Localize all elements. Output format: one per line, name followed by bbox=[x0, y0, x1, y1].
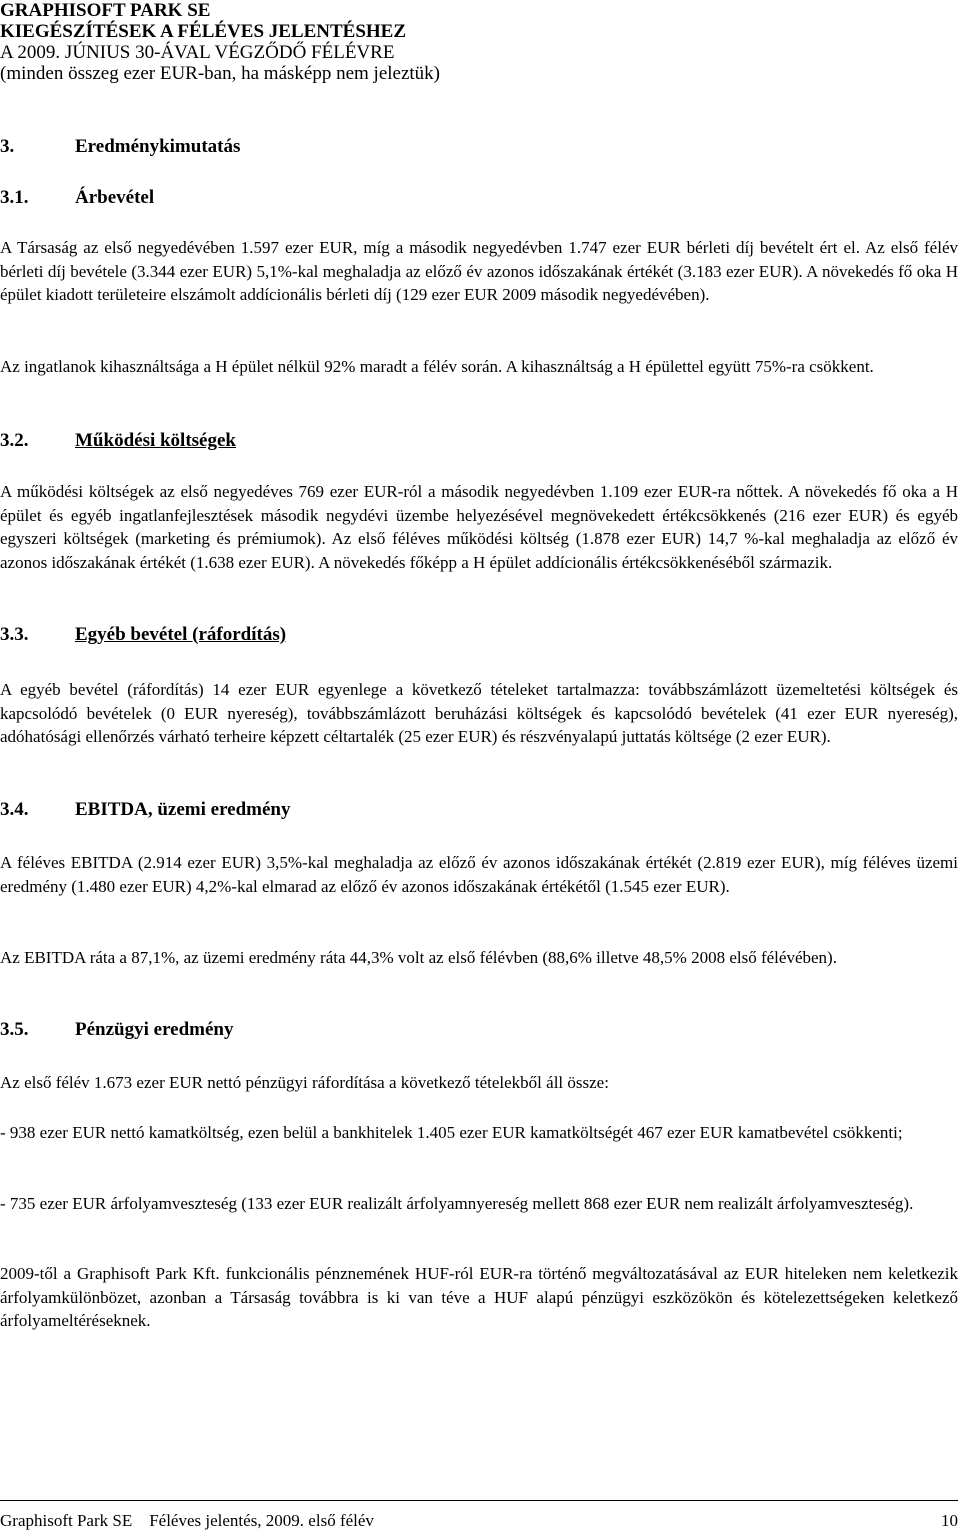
paragraph-operating-costs: A működési költségek az első negyedéves 769 ezer EUR-ról a második negyedévben 1.109 ezer EUR-ra nőttek. A növekedés fő oka a H épület és egyéb ingatlanfejlesztések második negydévi üzembe helyezésével megnövekedett értékcsökkenés (216 ezer EUR) és egyéb egyszeri költségek (marketing és prémiumok). Az első féléves működési költség (1.878 ezer EUR) 14,7 %-kal meghaladja az előző év azonos időszakának értékét (1.638 ezer EUR). A növekedés főképp a H épület addícionális értékcsökkenéséből származik. bbox=[0, 482, 958, 572]
section-title: Eredménykimutatás bbox=[75, 136, 241, 157]
paragraph-functional-currency: 2009-től a Graphisoft Park Kft. funkcionális pénznemének HUF-ról EUR-ra történő megváltozatásával az EUR hiteleken nem keletkezik árfolyamkülönbözet, azonban a Társaság továbbra is ki van téve a HUF alapú pénzügyi eszközökön és kötelezettségeken keletkező árfolyameltéréseknek. bbox=[0, 1264, 958, 1330]
section-title: Egyéb bevétel (ráfordítás) bbox=[75, 624, 287, 645]
section-number: 3.5. bbox=[0, 1019, 29, 1040]
paragraph-ebitda: A féléves EBITDA (2.914 ezer EUR) 3,5%-kal meghaladja az előző év azonos időszakának értékét (2.819 ezer EUR), míg féléves üzemi eredmény (1.480 ezer EUR) 4,2%-kal elmarad az előző év azonos időszakának értékétől (1.545 ezer EUR). bbox=[0, 853, 958, 896]
paragraph-ebitda-rate: Az EBITDA ráta a 87,1%, az üzemi eredmény ráta 44,3% volt az első félévben (88,6% illetve 48,5% 2008 első félévében). bbox=[0, 948, 837, 967]
section-3-2-heading bbox=[0, 430, 236, 452]
paragraph-occupancy: Az ingatlanok kihasználtsága a H épület nélkül 92% maradt a félév során. A kihasználtság a H épülettel együtt 75%-ra csökkent. bbox=[0, 357, 874, 376]
report-title: KIEGÉSZÍTÉSEK A FÉLÉVES JELENTÉSHEZ bbox=[0, 21, 407, 42]
document-header bbox=[0, 0, 960, 84]
paragraph-revenue: A Társaság az első negyedévében 1.597 ezer EUR, míg a második negyedévben 1.747 ezer EUR bérleti díj bevételt ért el. Az első félév bérleti díj bevétele (3.344 ezer EUR) 5,1%-kal meghaladja az előző év azonos időszakának értékét (3.183 ezer EUR). A növekedés fő oka H épület kiadott területeire elszámolt addícionális bérleti díj (129 ezer EUR 2009 második negyedévében). bbox=[0, 238, 958, 304]
section-number: 3. bbox=[0, 136, 15, 157]
section-number: 3.3. bbox=[0, 624, 29, 645]
section-3-5-heading bbox=[0, 1019, 234, 1041]
section-3-heading bbox=[0, 136, 240, 158]
page-footer bbox=[0, 1500, 958, 1531]
page-number: 10 bbox=[941, 1511, 958, 1530]
company-name: GRAPHISOFT PARK SE bbox=[0, 0, 211, 21]
report-period: A 2009. JÚNIUS 30-ÁVAL VÉGZŐDŐ FÉLÉVRE bbox=[0, 42, 395, 63]
paragraph-interest-cost: - 938 ezer EUR nettó kamatköltség, ezen belül a bankhitelek 1.405 ezer EUR kamatköltségét 467 ezer EUR kamatbevétel csökkenti; bbox=[0, 1123, 903, 1142]
section-3-1-heading bbox=[0, 187, 154, 209]
section-number: 3.1. bbox=[0, 187, 29, 208]
section-3-3-heading bbox=[0, 624, 286, 646]
paragraph-fx-loss: - 735 ezer EUR árfolyamveszteség (133 ezer EUR realizált árfolyamnyereség mellett 868 ezer EUR nem realizált árfolyamveszteség). bbox=[0, 1194, 914, 1213]
currency-note: (minden összeg ezer EUR-ban, ha másképp nem jeleztük) bbox=[0, 63, 441, 84]
section-title: Pénzügyi eredmény bbox=[75, 1019, 234, 1040]
section-3-4-heading bbox=[0, 799, 291, 821]
section-number: 3.4. bbox=[0, 799, 29, 820]
section-number: 3.2. bbox=[0, 430, 29, 451]
section-title: Működési költségek bbox=[75, 430, 236, 451]
footer-text: Graphisoft Park SE Féléves jelentés, 2009. első félév bbox=[0, 1511, 374, 1530]
paragraph-financial-result: Az első félév 1.673 ezer EUR nettó pénzügyi ráfordítása a következő tételekből áll össze: bbox=[0, 1073, 609, 1092]
paragraph-other-income: A egyéb bevétel (ráfordítás) 14 ezer EUR egyenlege a következő tételeket tartalmazza: továbbszámlázott üzemeltetési költségek és kapcsolódó bevételek (0 EUR nyereség), továbbszámlázott beruházási költségek és kapcsolódó bevételek (41 ezer EUR nyereség), adóhatósági ellenőrzés várható terheire képzett céltartalék (25 ezer EUR) és részvényalapú juttatás költsége (2 ezer EUR). bbox=[0, 680, 958, 746]
section-title: EBITDA, üzemi eredmény bbox=[75, 799, 291, 820]
section-title: Árbevétel bbox=[75, 187, 155, 208]
